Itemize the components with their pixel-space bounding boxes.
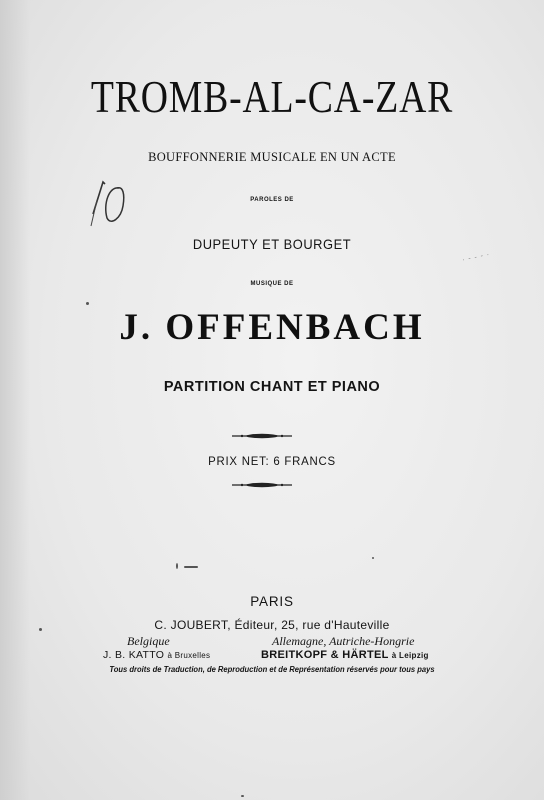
- allemagne-label: Allemagne, Autriche-Hongrie: [272, 634, 415, 648]
- composer-name: J. OFFENBACH: [119, 307, 425, 348]
- paroles-label: PAROLES DE: [250, 197, 294, 203]
- breitkopf-name: BREITKOPF & HÄRTEL: [261, 649, 389, 661]
- price: PRIX NET: 6 FRANCS: [208, 454, 336, 468]
- stray-pencil-mark: · - - - ·: [461, 251, 491, 264]
- work-subtitle: BOUFFONNERIE MUSICALE EN UN ACTE: [148, 150, 396, 164]
- paper-speck: [39, 628, 42, 631]
- katto-name: J. B. KATTO: [103, 649, 165, 661]
- paper-speck: [86, 302, 89, 305]
- publisher-line: C. JOUBERT, Éditeur, 25, rue d'Hauteville: [154, 618, 390, 632]
- edition-type: PARTITION CHANT ET PIANO: [163, 379, 381, 395]
- breitkopf-distributor: [261, 649, 429, 661]
- page-edge-shadow: [0, 0, 30, 800]
- paper-speck: [184, 566, 198, 568]
- rights-notice: Tous droits de Traduction, de Reproduction et de Représentation réservés pour tous pays: [109, 665, 435, 674]
- paper-speck: [176, 563, 178, 569]
- katto-place: à Bruxelles: [167, 651, 211, 660]
- katto-distributor: [103, 649, 210, 661]
- publication-city: PARIS: [250, 594, 294, 609]
- breitkopf-place: à Leipzig: [391, 651, 429, 660]
- belgique-label: Belgique: [127, 634, 170, 648]
- paper-speck: [241, 795, 244, 797]
- ornament-divider-top: [230, 432, 294, 440]
- musique-label: MUSIQUE DE: [250, 281, 294, 287]
- librettists: DUPEUTY ET BOURGET: [192, 236, 352, 252]
- work-title: TROMB-AL-CA-ZAR: [90, 71, 454, 122]
- paper-speck: [372, 557, 374, 559]
- ornament-divider-bottom: [230, 481, 294, 489]
